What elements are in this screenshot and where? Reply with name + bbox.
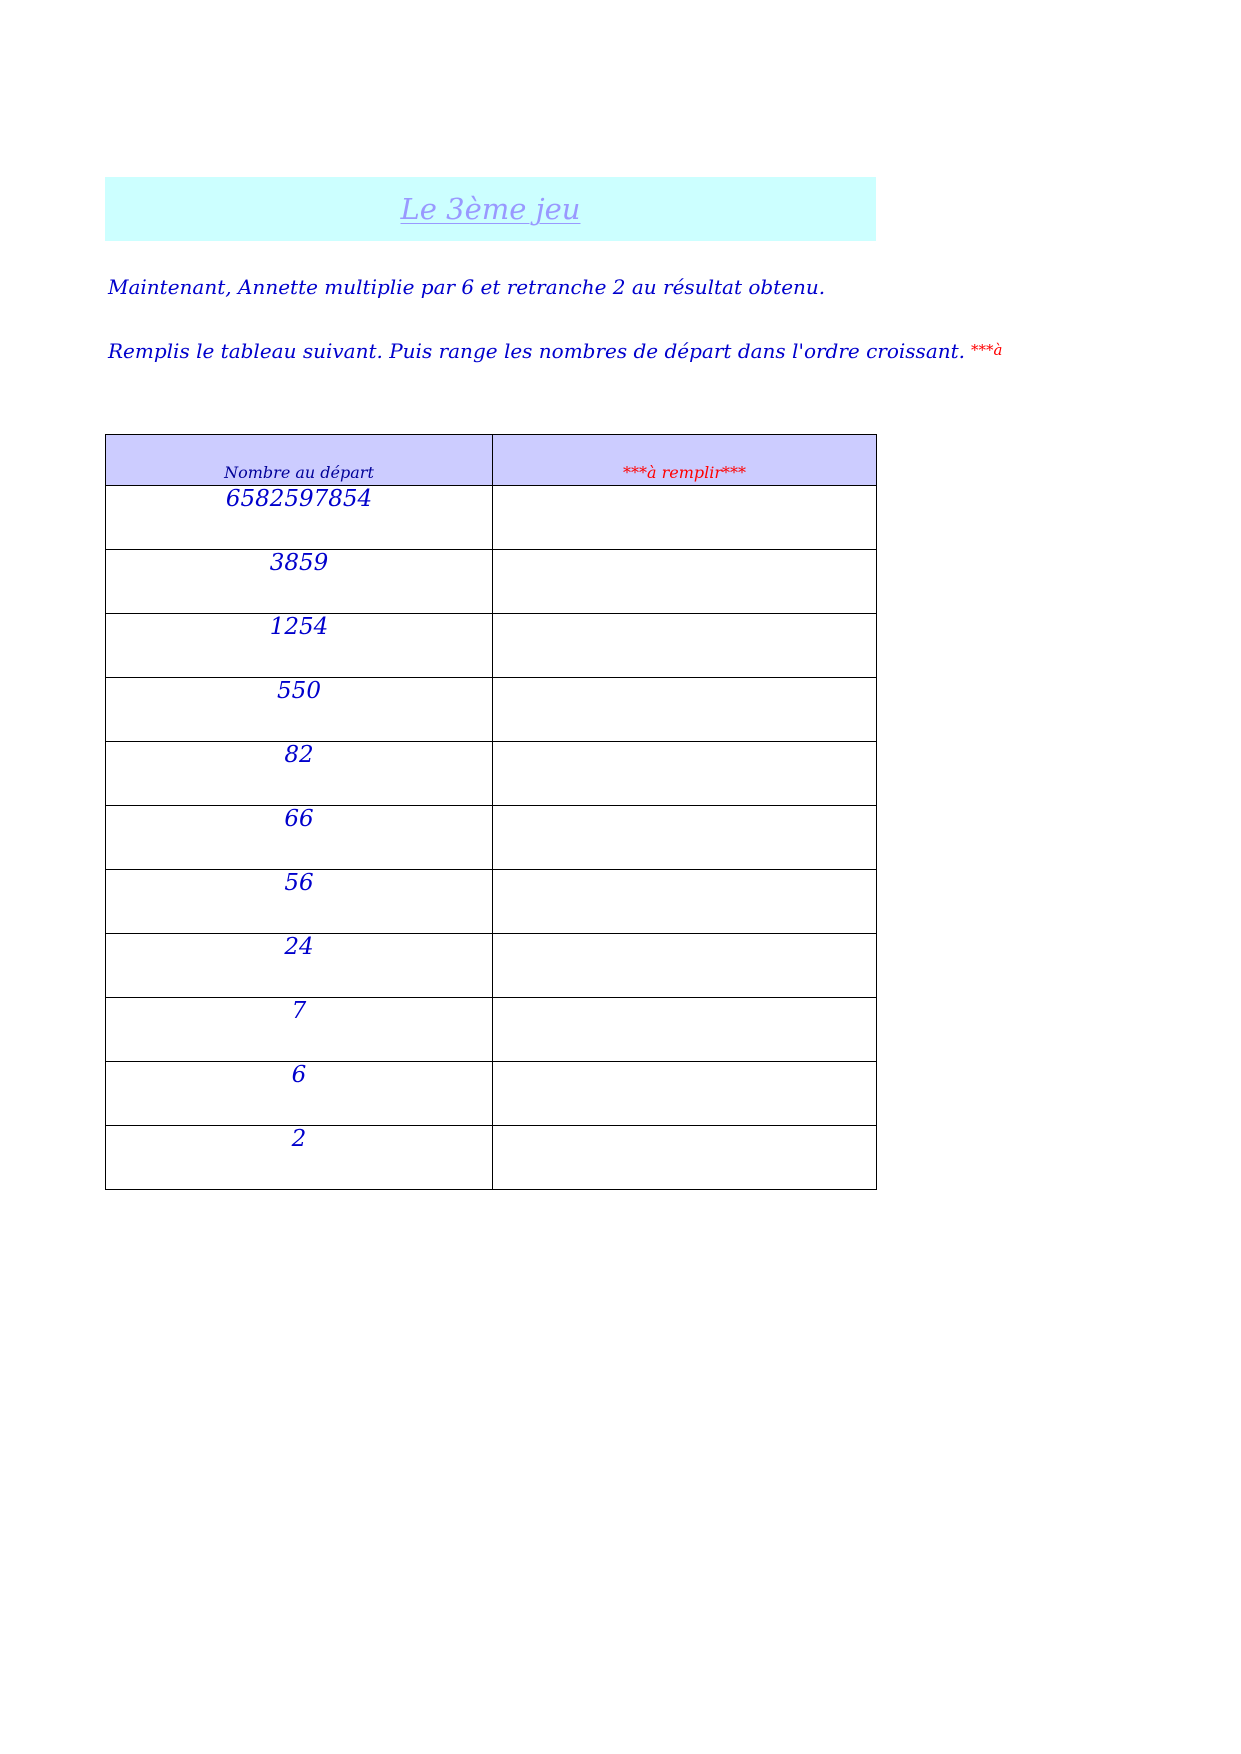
answer-cell[interactable] (493, 934, 877, 998)
table-row (106, 550, 877, 614)
page-title: Le 3ème jeu (400, 192, 581, 226)
answer-cell[interactable] (493, 614, 877, 678)
header-to-fill: ***à remplir*** (493, 435, 877, 486)
table-row (106, 806, 877, 870)
start-number-cell: 56 (106, 870, 493, 934)
start-number-cell: 24 (106, 934, 493, 998)
answer-cell[interactable] (493, 870, 877, 934)
answer-cell[interactable] (493, 1062, 877, 1126)
start-number-cell: 7 (106, 998, 493, 1062)
start-number-cell: 2 (106, 1126, 493, 1190)
answer-cell[interactable] (493, 806, 877, 870)
table-row (106, 742, 877, 806)
instruction-line-2-text: Remplis le tableau suivant. Puis range les nombres de départ dans l'ordre croissant. (108, 339, 966, 363)
table-row (106, 934, 877, 998)
answer-cell[interactable] (493, 1126, 877, 1190)
answer-cell[interactable] (493, 998, 877, 1062)
answer-cell[interactable] (493, 742, 877, 806)
title-band (105, 177, 876, 241)
exercise-table (105, 434, 877, 1190)
start-number-cell: 66 (106, 806, 493, 870)
start-number-cell: 1254 (106, 614, 493, 678)
start-number-cell: 6582597854 (106, 486, 493, 550)
table-row (106, 998, 877, 1062)
instruction-line-1: Maintenant, Annette multiplie par 6 et retranche 2 au résultat obtenu. (108, 275, 826, 299)
instruction-flag: ***à (971, 341, 1003, 359)
answer-cell[interactable] (493, 550, 877, 614)
start-number-cell: 82 (106, 742, 493, 806)
table-row (106, 1062, 877, 1126)
start-number-cell: 3859 (106, 550, 493, 614)
instruction-line-2 (108, 339, 1003, 363)
table-row (106, 1126, 877, 1190)
table-row (106, 870, 877, 934)
answer-cell[interactable] (493, 678, 877, 742)
header-start-number: Nombre au départ (106, 435, 493, 486)
table-row (106, 678, 877, 742)
start-number-cell: 6 (106, 1062, 493, 1126)
table-header-row (106, 435, 877, 486)
table-row (106, 486, 877, 550)
table-row (106, 614, 877, 678)
start-number-cell: 550 (106, 678, 493, 742)
answer-cell[interactable] (493, 486, 877, 550)
